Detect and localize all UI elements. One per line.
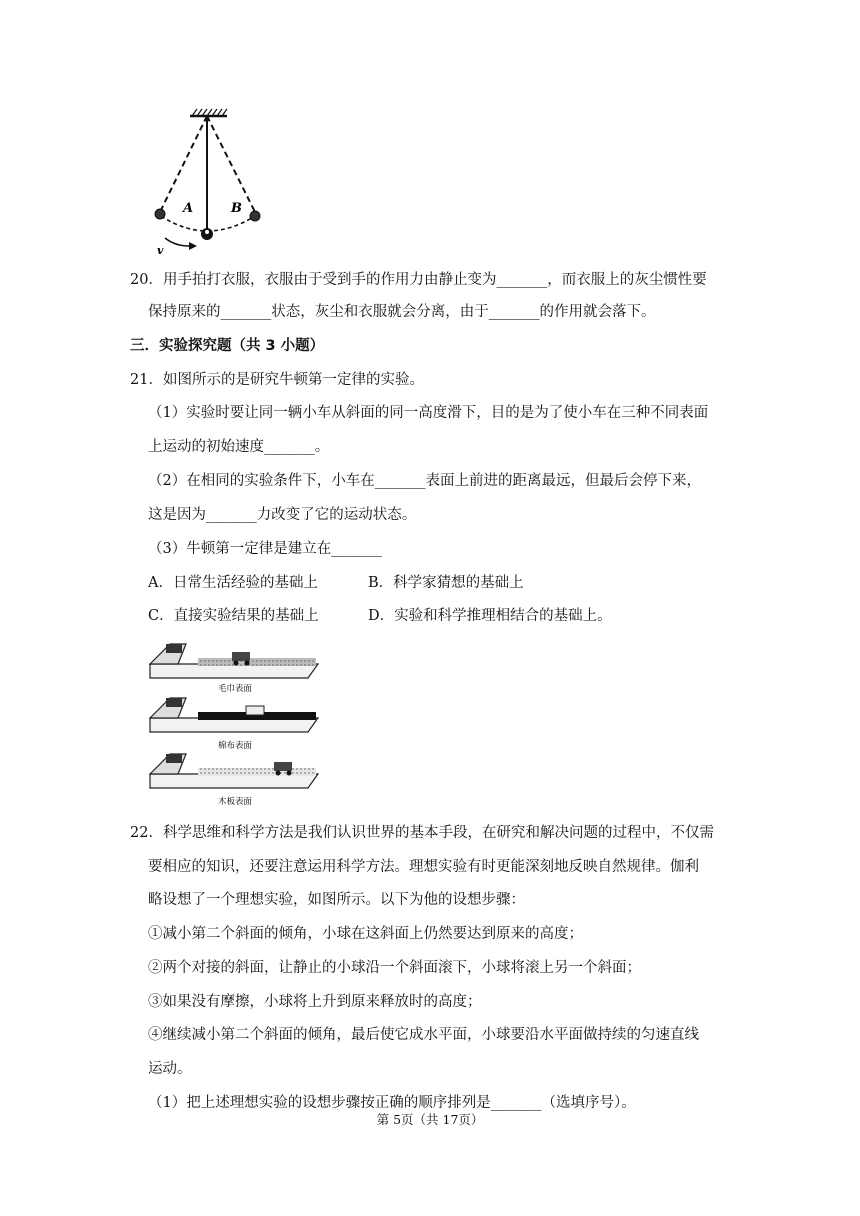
section-heading: 三．实验探究题（共 3 小题） [130, 338, 325, 354]
towel-surface-board [150, 644, 318, 678]
q22-line-1: 22．科学思维和科学方法是我们认识世界的基本手段，在研究和解决问题的过程中，不仅需 [130, 825, 714, 841]
q21-stem: 21．如图所示的是研究牛顿第一定律的实验。 [130, 372, 424, 388]
q22-step-1: ①减小第二个斜面的倾角，小球在这斜面上仍然要达到原来的高度； [148, 926, 583, 942]
q22-line-3: 略设想了一个理想实验，如图所示。以下为他的设想步骤： [148, 892, 525, 908]
q22-part1: （1）把上述理想实验的设想步骤按正确的顺序排列是_______（选填序号）。 [148, 1095, 636, 1111]
label-b: B [231, 201, 242, 216]
q22-step-3: ③如果没有摩擦，小球将上升到原来释放时的高度； [148, 994, 482, 1010]
page-footer: 第 5页（共 17页） [376, 1112, 484, 1127]
q21-option-b: B．科学家猜想的基础上 [368, 575, 524, 591]
q21-part1-line-1: （1）实验时要让同一辆小车从斜面的同一高度滑下，目的是为了使小车在三种不同表面 [148, 405, 709, 421]
wood-surface-label: 木板表面 [218, 797, 253, 807]
cotton-surface-board [150, 698, 318, 732]
q21-option-d: D．实验和科学推理相结合的基础上。 [368, 608, 612, 624]
pendulum-figure [145, 108, 275, 258]
incline-surfaces-figure [148, 636, 323, 808]
q22-step-2: ②两个对接的斜面，让静止的小球沿一个斜面滚下，小球将滚上另一个斜面； [148, 960, 641, 976]
towel-surface-label: 毛巾表面 [218, 684, 253, 694]
q22-step-4-line-2: 运动。 [148, 1061, 192, 1077]
q21-option-a: A．日常生活经验的基础上 [148, 575, 318, 591]
q22-step-4-line-1: ④继续减小第二个斜面的倾角，最后使它成水平面，小球要沿水平面做持续的匀速直线 [148, 1027, 699, 1043]
q20-line-2: 保持原来的_______状态，灰尘和衣服就会分离，由于_______的作用就会落下。 [148, 304, 656, 320]
q22-line-2: 要相应的知识，还要注意运用科学方法。理想实验有时更能深刻地反映自然规律。伽利 [148, 859, 699, 875]
q21-part2-line-2: 这是因为_______力改变了它的运动状态。 [148, 507, 417, 523]
q21-part1-line-2: 上运动的初始速度_______。 [148, 439, 330, 455]
label-a: A [183, 201, 194, 216]
q20-line-1: 20．用手拍打衣服，衣服由于受到手的作用力由静止变为_______，而衣服上的灰尘惯性要 [130, 272, 707, 288]
q21-option-c: C．直接实验结果的基础上 [148, 608, 319, 624]
cotton-surface-label: 棉布表面 [218, 741, 253, 751]
q21-part3: （3）牛顿第一定律是建立在_______ [148, 541, 382, 557]
wood-surface-board [150, 754, 318, 788]
label-v: v [157, 244, 164, 257]
q21-part2-line-1: （2）在相同的实验条件下，小车在_______表面上前进的距离最远，但最后会停下来， [148, 473, 701, 489]
